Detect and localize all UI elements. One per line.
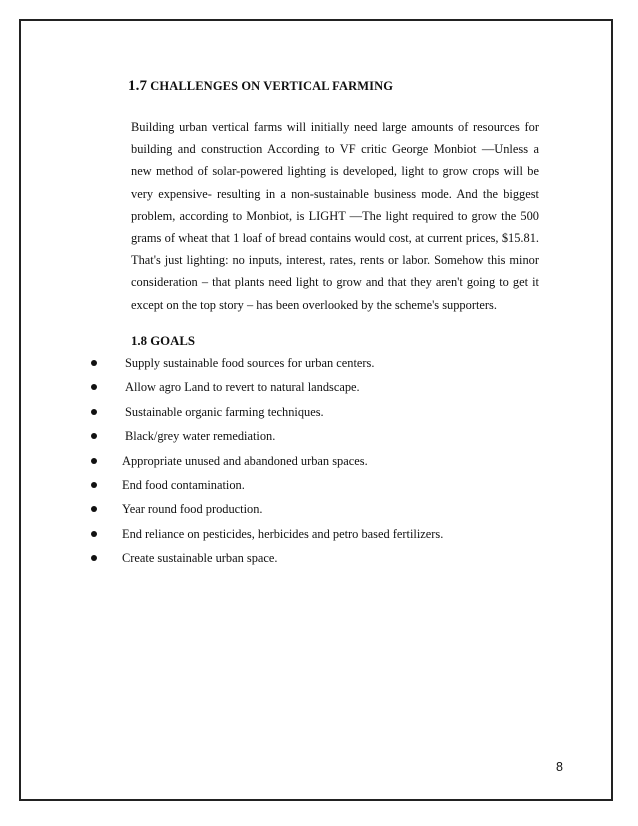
goal-text: Allow agro Land to revert to natural landscape. (125, 380, 360, 395)
bullet-icon (91, 531, 97, 537)
goal-text: Appropriate unused and abandoned urban spaces. (122, 453, 368, 468)
goal-text: Year round food production. (122, 502, 263, 517)
page-number: 8 (556, 760, 563, 774)
goal-text: Black/grey water remediation. (125, 429, 276, 444)
bullet-icon (91, 360, 97, 366)
section-title: CHALLENGES ON VERTICAL FARMING (150, 79, 394, 93)
goal-text: Create sustainable urban space. (122, 551, 278, 566)
goal-text: End reliance on pesticides, herbicides and petro based fertilizers. (122, 526, 444, 541)
goal-text: Sustainable organic farming techniques. (125, 404, 324, 419)
goal-text: Supply sustainable food sources for urban centers. (125, 356, 375, 370)
challenges-paragraph: Building urban vertical farms will initially need large amounts of resources for building and construction According to VF critic George Monbiot ―Unless a new method of solar-powered lighting is developed, light to grow crops will be very expensive- resulting in a non-sustainable business mode. And the biggest problem, according to Monbiot, is LIGHT ―The light required to grow the 500 grams of wheat that 1 loaf of bread contains would cost, at current prices, $15.81. That's just lighting: no inputs, interest, rates, rents or labor. Somehow this minor consideration – that plants need light to grow and that they aren't going to get it except on the top story – has been overlooked by the scheme's supporters. (131, 120, 539, 312)
section-heading (128, 78, 393, 95)
section-number: 1.7 (128, 78, 148, 94)
goal-text: End food contamination. (122, 477, 245, 492)
bullet-icon (91, 458, 97, 464)
bullet-icon (91, 409, 97, 415)
bullet-icon (91, 482, 97, 488)
goals-heading: 1.8 GOALS (131, 334, 195, 348)
